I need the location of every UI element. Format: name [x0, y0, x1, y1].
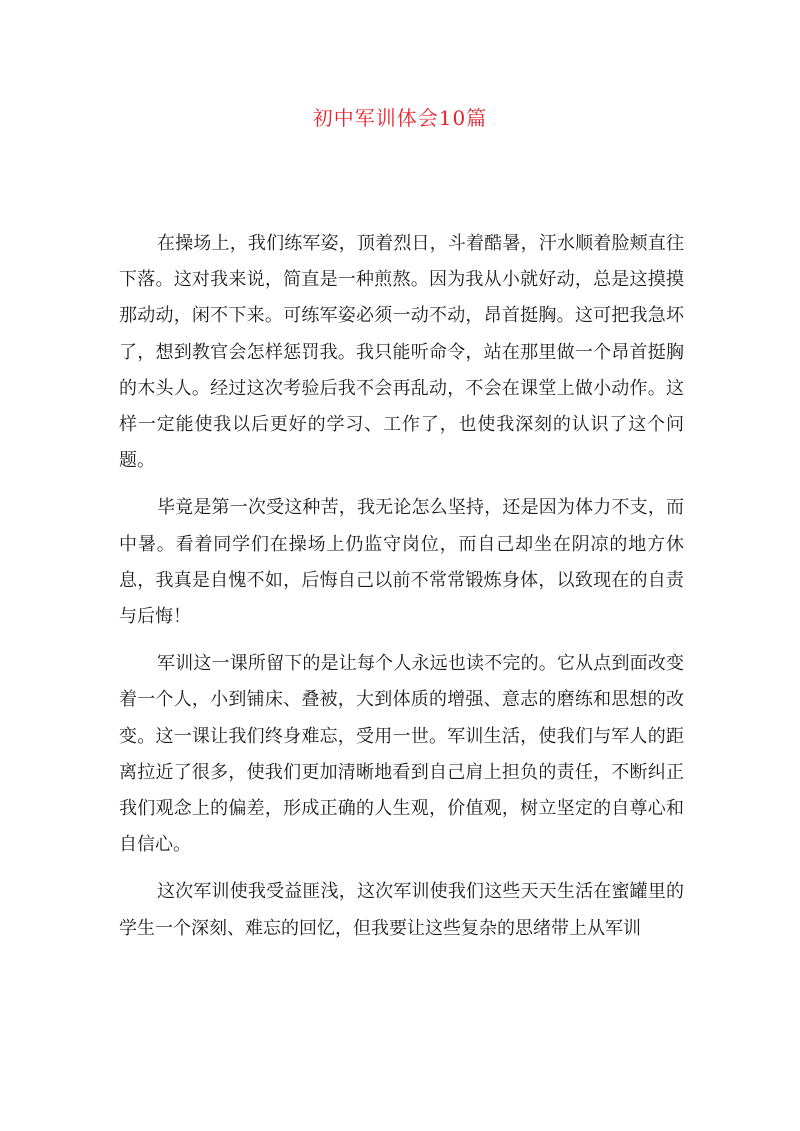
document-body	[119, 226, 684, 958]
paragraph-4: 这次军训使我受益匪浅，这次军训使我们这些天天生活在蜜罐里的学生一个深刻、难忘的回忆，但我要让这些复杂的思绪带上从军训	[119, 881, 684, 939]
paragraph-3: 军训这一课所留下的是让每个人永远也读不完的。它从点到面改变着一个人，小到铺床、叠被，大到体质的增强、意志的磨练和思想的改变。这一课让我们终身难忘，受用一世。军训生活，使我们与军人的距离拉近了很多，使我们更加清晰地看到自己肩上担负的责任，不断纠正我们观念上的偏差，形成正确的人生观，价值观，树立坚定的自尊心和自信心。	[119, 653, 684, 856]
paragraph-2: 毕竟是第一次受这种苦，我无论怎么坚持，还是因为体力不支，而中暑。看着同学们在操场上仍监守岗位，而自己却坐在阴凉的地方休息，我真是自愧不如，后悔自己以前不常常锻炼身体，以致现在的自责与后悔！	[119, 497, 684, 628]
paragraph-1: 在操场上，我们练军姿，顶着烈日，斗着酷暑，汗水顺着脸颊直往下落。这对我来说，简直是一种煎熬。因为我从小就好动，总是这摸摸那动动，闲不下来。可练军姿必须一动不动，昂首挺胸。这可把我急坏了，想到教官会怎样惩罚我。我只能听命令，站在那里做一个昂首挺胸的木头人。经过这次考验后我不会再乱动，不会在课堂上做小动作。这样一定能使我以后更好的学习、工作了，也使我深刻的认识了这个问题。	[119, 233, 684, 472]
document-title: 初中军训体会10篇	[312, 106, 488, 130]
